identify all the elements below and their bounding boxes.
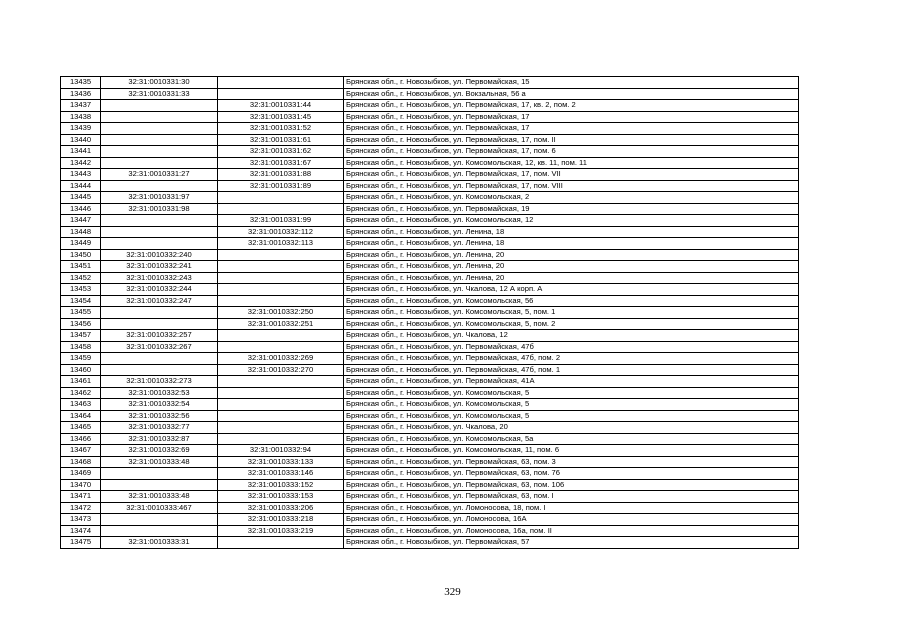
address-cell: Брянская обл., г. Новозыбков, ул. Комсомольская, 5, пом. 2 <box>344 318 799 330</box>
row-number: 13471 <box>61 491 101 503</box>
address-cell: Брянская обл., г. Новозыбков, ул. Первомайская, 17, кв. 2, пом. 2 <box>344 100 799 112</box>
table-row <box>61 479 799 491</box>
building-cadastral-number <box>218 399 344 411</box>
table-row <box>61 433 799 445</box>
building-cadastral-number <box>218 88 344 100</box>
parcel-cadastral-number: 32:31:0010332:241 <box>101 261 218 273</box>
address-cell: Брянская обл., г. Новозыбков, ул. Комсомольская, 5 <box>344 410 799 422</box>
parcel-cadastral-number <box>101 123 218 135</box>
row-number: 13440 <box>61 134 101 146</box>
table-row <box>61 88 799 100</box>
row-number: 13473 <box>61 514 101 526</box>
address-cell: Брянская обл., г. Новозыбков, ул. Первомайская, 63, пом. I <box>344 491 799 503</box>
address-cell: Брянская обл., г. Новозыбков, ул. Ленина, 20 <box>344 272 799 284</box>
building-cadastral-number: 32:31:0010333:152 <box>218 479 344 491</box>
address-cell: Брянская обл., г. Новозыбков, ул. Первомайская, 17, пом. 6 <box>344 146 799 158</box>
building-cadastral-number <box>218 422 344 434</box>
address-cell: Брянская обл., г. Новозыбков, ул. Комсомольская, 12 <box>344 215 799 227</box>
building-cadastral-number <box>218 387 344 399</box>
parcel-cadastral-number: 32:31:0010332:53 <box>101 387 218 399</box>
table-row <box>61 203 799 215</box>
parcel-cadastral-number: 32:31:0010332:77 <box>101 422 218 434</box>
parcel-cadastral-number <box>101 146 218 158</box>
building-cadastral-number: 32:31:0010331:61 <box>218 134 344 146</box>
row-number: 13438 <box>61 111 101 123</box>
building-cadastral-number: 32:31:0010331:67 <box>218 157 344 169</box>
register-body <box>61 77 799 549</box>
row-number: 13452 <box>61 272 101 284</box>
building-cadastral-number: 32:31:0010331:89 <box>218 180 344 192</box>
table-row <box>61 146 799 158</box>
building-cadastral-number: 32:31:0010332:250 <box>218 307 344 319</box>
building-cadastral-number <box>218 203 344 215</box>
table-row <box>61 353 799 365</box>
building-cadastral-number <box>218 284 344 296</box>
row-number: 13442 <box>61 157 101 169</box>
row-number: 13441 <box>61 146 101 158</box>
table-row <box>61 514 799 526</box>
building-cadastral-number <box>218 537 344 549</box>
parcel-cadastral-number: 32:31:0010332:56 <box>101 410 218 422</box>
parcel-cadastral-number: 32:31:0010332:244 <box>101 284 218 296</box>
building-cadastral-number <box>218 376 344 388</box>
row-number: 13447 <box>61 215 101 227</box>
row-number: 13436 <box>61 88 101 100</box>
row-number: 13461 <box>61 376 101 388</box>
address-cell: Брянская обл., г. Новозыбков, ул. Первомайская, 57 <box>344 537 799 549</box>
building-cadastral-number <box>218 295 344 307</box>
building-cadastral-number: 32:31:0010332:112 <box>218 226 344 238</box>
row-number: 13443 <box>61 169 101 181</box>
table-row <box>61 399 799 411</box>
row-number: 13453 <box>61 284 101 296</box>
row-number: 13474 <box>61 525 101 537</box>
property-register-table <box>60 76 799 549</box>
address-cell: Брянская обл., г. Новозыбков, ул. Ломоносова, 16а, пом. II <box>344 525 799 537</box>
parcel-cadastral-number <box>101 111 218 123</box>
row-number: 13469 <box>61 468 101 480</box>
table-row <box>61 226 799 238</box>
address-cell: Брянская обл., г. Новозыбков, ул. Первомайская, 47б, пом. 1 <box>344 364 799 376</box>
row-number: 13435 <box>61 77 101 89</box>
table-row <box>61 295 799 307</box>
row-number: 13472 <box>61 502 101 514</box>
address-cell: Брянская обл., г. Новозыбков, ул. Первомайская, 17 <box>344 111 799 123</box>
building-cadastral-number: 32:31:0010331:45 <box>218 111 344 123</box>
parcel-cadastral-number <box>101 514 218 526</box>
row-number: 13470 <box>61 479 101 491</box>
parcel-cadastral-number <box>101 525 218 537</box>
parcel-cadastral-number <box>101 468 218 480</box>
parcel-cadastral-number <box>101 226 218 238</box>
table-row <box>61 468 799 480</box>
address-cell: Брянская обл., г. Новозыбков, ул. Ленина, 20 <box>344 261 799 273</box>
building-cadastral-number: 32:31:0010331:52 <box>218 123 344 135</box>
address-cell: Брянская обл., г. Новозыбков, ул. Комсомольская, 5 <box>344 399 799 411</box>
building-cadastral-number <box>218 330 344 342</box>
building-cadastral-number: 32:31:0010333:146 <box>218 468 344 480</box>
address-cell: Брянская обл., г. Новозыбков, ул. Комсомольская, 5 <box>344 387 799 399</box>
address-cell: Брянская обл., г. Новозыбков, ул. Первомайская, 19 <box>344 203 799 215</box>
table-row <box>61 525 799 537</box>
address-cell: Брянская обл., г. Новозыбков, ул. Первомайская, 63, пом. 106 <box>344 479 799 491</box>
address-cell: Брянская обл., г. Новозыбков, ул. Первомайская, 41А <box>344 376 799 388</box>
address-cell: Брянская обл., г. Новозыбков, ул. Ленина, 18 <box>344 238 799 250</box>
building-cadastral-number <box>218 433 344 445</box>
row-number: 13450 <box>61 249 101 261</box>
address-cell: Брянская обл., г. Новозыбков, ул. Комсомольская, 12, кв. 11, пом. 11 <box>344 157 799 169</box>
address-cell: Брянская обл., г. Новозыбков, ул. Комсомольская, 11, пом. 6 <box>344 445 799 457</box>
address-cell: Брянская обл., г. Новозыбков, ул. Чкалова, 12 <box>344 330 799 342</box>
table-row <box>61 157 799 169</box>
building-cadastral-number <box>218 249 344 261</box>
parcel-cadastral-number: 32:31:0010332:69 <box>101 445 218 457</box>
address-cell: Брянская обл., г. Новозыбков, ул. Первомайская, 15 <box>344 77 799 89</box>
building-cadastral-number: 32:31:0010332:269 <box>218 353 344 365</box>
building-cadastral-number: 32:31:0010333:218 <box>218 514 344 526</box>
row-number: 13439 <box>61 123 101 135</box>
parcel-cadastral-number: 32:31:0010331:98 <box>101 203 218 215</box>
parcel-cadastral-number: 32:31:0010332:87 <box>101 433 218 445</box>
table-row <box>61 341 799 353</box>
row-number: 13466 <box>61 433 101 445</box>
building-cadastral-number <box>218 192 344 204</box>
table-row <box>61 215 799 227</box>
parcel-cadastral-number <box>101 238 218 250</box>
row-number: 13456 <box>61 318 101 330</box>
building-cadastral-number <box>218 341 344 353</box>
page-number: 329 <box>444 586 461 598</box>
parcel-cadastral-number: 32:31:0010333:31 <box>101 537 218 549</box>
row-number: 13468 <box>61 456 101 468</box>
address-cell: Брянская обл., г. Новозыбков, ул. Первомайская, 17, пом. VII <box>344 169 799 181</box>
building-cadastral-number <box>218 272 344 284</box>
parcel-cadastral-number: 32:31:0010333:467 <box>101 502 218 514</box>
row-number: 13475 <box>61 537 101 549</box>
table-row <box>61 249 799 261</box>
parcel-cadastral-number: 32:31:0010333:48 <box>101 456 218 468</box>
building-cadastral-number: 32:31:0010332:113 <box>218 238 344 250</box>
table-row <box>61 537 799 549</box>
parcel-cadastral-number: 32:31:0010332:247 <box>101 295 218 307</box>
table-row <box>61 169 799 181</box>
parcel-cadastral-number <box>101 353 218 365</box>
building-cadastral-number: 32:31:0010333:153 <box>218 491 344 503</box>
table-row <box>61 330 799 342</box>
address-cell: Брянская обл., г. Новозыбков, ул. Комсомольская, 5, пом. 1 <box>344 307 799 319</box>
parcel-cadastral-number <box>101 479 218 491</box>
table-row <box>61 100 799 112</box>
row-number: 13445 <box>61 192 101 204</box>
table-row <box>61 192 799 204</box>
row-number: 13463 <box>61 399 101 411</box>
building-cadastral-number: 32:31:0010331:99 <box>218 215 344 227</box>
address-cell: Брянская обл., г. Новозыбков, ул. Первомайская, 17, пом. VIII <box>344 180 799 192</box>
row-number: 13446 <box>61 203 101 215</box>
parcel-cadastral-number <box>101 157 218 169</box>
row-number: 13460 <box>61 364 101 376</box>
parcel-cadastral-number <box>101 307 218 319</box>
address-cell: Брянская обл., г. Новозыбков, ул. Первомайская, 17 <box>344 123 799 135</box>
address-cell: Брянская обл., г. Новозыбков, ул. Ломоносова, 16А <box>344 514 799 526</box>
table-row <box>61 387 799 399</box>
table-row <box>61 318 799 330</box>
table-row <box>61 410 799 422</box>
row-number: 13437 <box>61 100 101 112</box>
building-cadastral-number: 32:31:0010332:270 <box>218 364 344 376</box>
address-cell: Брянская обл., г. Новозыбков, ул. Комсомольская, 5а <box>344 433 799 445</box>
parcel-cadastral-number <box>101 364 218 376</box>
parcel-cadastral-number: 32:31:0010331:33 <box>101 88 218 100</box>
row-number: 13467 <box>61 445 101 457</box>
table-row <box>61 77 799 89</box>
address-cell: Брянская обл., г. Новозыбков, ул. Ленина, 20 <box>344 249 799 261</box>
table-row <box>61 123 799 135</box>
table-row <box>61 502 799 514</box>
table-row <box>61 284 799 296</box>
table-row <box>61 134 799 146</box>
building-cadastral-number: 32:31:0010333:219 <box>218 525 344 537</box>
parcel-cadastral-number: 32:31:0010332:267 <box>101 341 218 353</box>
building-cadastral-number <box>218 410 344 422</box>
address-cell: Брянская обл., г. Новозыбков, ул. Чкалова, 20 <box>344 422 799 434</box>
address-cell: Брянская обл., г. Новозыбков, ул. Первомайская, 17, пом. II <box>344 134 799 146</box>
parcel-cadastral-number <box>101 215 218 227</box>
parcel-cadastral-number: 32:31:0010333:48 <box>101 491 218 503</box>
table-row <box>61 111 799 123</box>
parcel-cadastral-number: 32:31:0010332:273 <box>101 376 218 388</box>
row-number: 13448 <box>61 226 101 238</box>
building-cadastral-number: 32:31:0010333:206 <box>218 502 344 514</box>
row-number: 13457 <box>61 330 101 342</box>
address-cell: Брянская обл., г. Новозыбков, ул. Первомайская, 47б, пом. 2 <box>344 353 799 365</box>
address-cell: Брянская обл., г. Новозыбков, ул. Чкалова, 12 А корп. А <box>344 284 799 296</box>
building-cadastral-number: 32:31:0010331:44 <box>218 100 344 112</box>
row-number: 13465 <box>61 422 101 434</box>
table-row <box>61 422 799 434</box>
row-number: 13451 <box>61 261 101 273</box>
address-cell: Брянская обл., г. Новозыбков, ул. Комсомольская, 2 <box>344 192 799 204</box>
building-cadastral-number: 32:31:0010332:94 <box>218 445 344 457</box>
parcel-cadastral-number: 32:31:0010332:243 <box>101 272 218 284</box>
table-row <box>61 456 799 468</box>
table-row <box>61 364 799 376</box>
building-cadastral-number: 32:31:0010331:88 <box>218 169 344 181</box>
address-cell: Брянская обл., г. Новозыбков, ул. Первомайская, 63, пом. 3 <box>344 456 799 468</box>
building-cadastral-number <box>218 261 344 273</box>
table-row <box>61 238 799 250</box>
parcel-cadastral-number <box>101 134 218 146</box>
address-cell: Брянская обл., г. Новозыбков, ул. Ленина, 18 <box>344 226 799 238</box>
row-number: 13459 <box>61 353 101 365</box>
address-cell: Брянская обл., г. Новозыбков, ул. Первомайская, 63, пом. 76 <box>344 468 799 480</box>
table-row <box>61 307 799 319</box>
parcel-cadastral-number: 32:31:0010332:54 <box>101 399 218 411</box>
parcel-cadastral-number: 32:31:0010332:257 <box>101 330 218 342</box>
row-number: 13464 <box>61 410 101 422</box>
row-number: 13462 <box>61 387 101 399</box>
row-number: 13458 <box>61 341 101 353</box>
table-row <box>61 180 799 192</box>
parcel-cadastral-number: 32:31:0010331:27 <box>101 169 218 181</box>
table-row <box>61 491 799 503</box>
parcel-cadastral-number <box>101 318 218 330</box>
table-row <box>61 272 799 284</box>
address-cell: Брянская обл., г. Новозыбков, ул. Первомайская, 47б <box>344 341 799 353</box>
row-number: 13454 <box>61 295 101 307</box>
table-row <box>61 261 799 273</box>
address-cell: Брянская обл., г. Новозыбков, ул. Ломоносова, 18, пом. I <box>344 502 799 514</box>
row-number: 13455 <box>61 307 101 319</box>
building-cadastral-number: 32:31:0010333:133 <box>218 456 344 468</box>
parcel-cadastral-number: 32:31:0010332:240 <box>101 249 218 261</box>
parcel-cadastral-number <box>101 180 218 192</box>
row-number: 13444 <box>61 180 101 192</box>
building-cadastral-number <box>218 77 344 89</box>
address-cell: Брянская обл., г. Новозыбков, ул. Вокзальная, 56 а <box>344 88 799 100</box>
table-row <box>61 376 799 388</box>
address-cell: Брянская обл., г. Новозыбков, ул. Комсомольская, 56 <box>344 295 799 307</box>
row-number: 13449 <box>61 238 101 250</box>
parcel-cadastral-number <box>101 100 218 112</box>
parcel-cadastral-number: 32:31:0010331:30 <box>101 77 218 89</box>
building-cadastral-number: 32:31:0010332:251 <box>218 318 344 330</box>
table-row <box>61 445 799 457</box>
building-cadastral-number: 32:31:0010331:62 <box>218 146 344 158</box>
parcel-cadastral-number: 32:31:0010331:97 <box>101 192 218 204</box>
